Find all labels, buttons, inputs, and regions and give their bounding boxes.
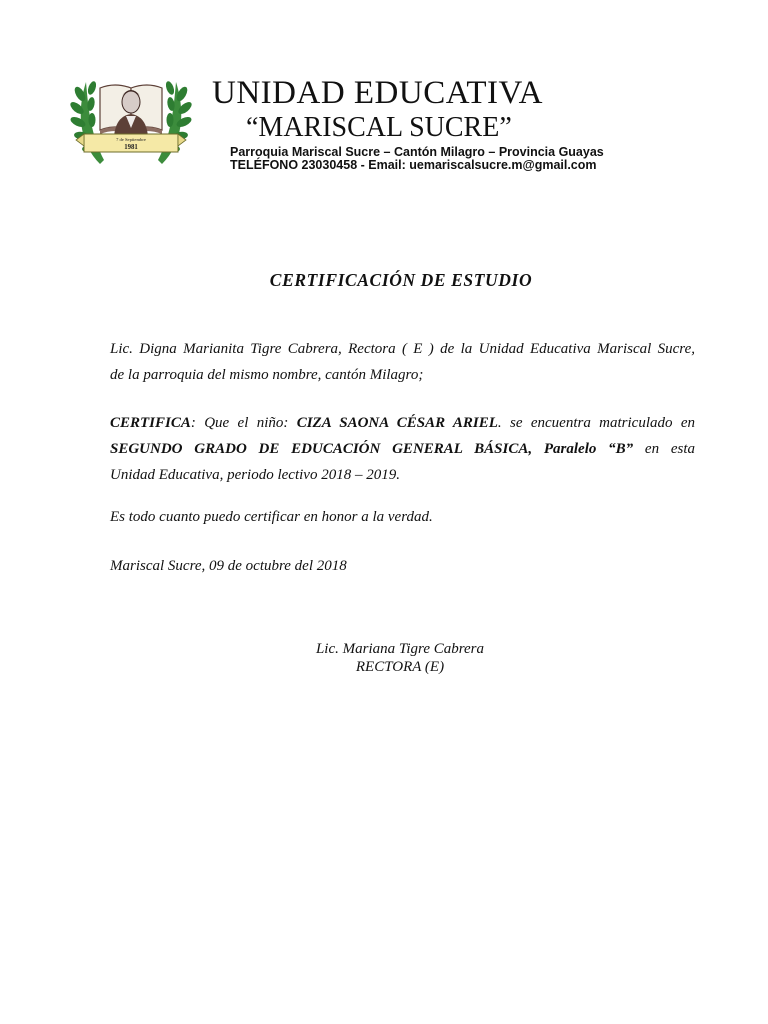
intro-line-2: de la parroquia del mismo nombre, cantón Milagro;: [110, 367, 424, 383]
institution-contact: TELÉFONO 23030458 - Email: uemariscalsucre.m@gmail.com: [230, 158, 597, 172]
certification-line-3: Unidad Educativa, periodo lectivo 2018 – 2019.: [110, 467, 400, 483]
certification-text-c: en esta: [633, 441, 695, 457]
closing-text: Es todo cuanto puedo certificar en honor a la verdad.: [110, 509, 433, 525]
signatory-name: Lic. Mariana Tigre Cabrera: [315, 641, 485, 657]
school-crest-icon: [70, 74, 192, 170]
grade-text: SEGUNDO GRADO DE EDUCACIÓN GENERAL BÁSICA, Paralelo “B”: [110, 441, 634, 457]
closing-statement: [110, 504, 695, 530]
certification-line-1: [110, 410, 695, 436]
crest-banner: [76, 134, 186, 152]
crest-year: 1981: [124, 144, 138, 151]
intro-line-1: Lic. Digna Marianita Tigre Cabrera, Rectora ( E ) de la Unidad Educativa Mariscal Sucre,: [110, 341, 695, 357]
student-name: CIZA SAONA CÉSAR ARIEL: [296, 415, 498, 431]
signatory-role: RECTORA (E): [355, 659, 445, 675]
certification-text-a: : Que el niño:: [190, 415, 297, 431]
intro-paragraph: [110, 336, 695, 388]
institution-name: “MARISCAL SUCRE”: [246, 112, 512, 143]
document-title: CERTIFICACIÓN DE ESTUDIO: [269, 270, 533, 290]
certification-line-2: [110, 436, 695, 462]
institution-type: UNIDAD EDUCATIVA: [212, 75, 543, 111]
certification-text-b: . se encuentra matriculado en: [497, 415, 695, 431]
place-date-text: Mariscal Sucre, 09 de octubre del 2018: [110, 558, 347, 574]
certification-paragraph: [110, 410, 695, 488]
crest-banner-text: 7 de Septiembre: [116, 137, 146, 142]
place-date: [110, 553, 695, 579]
certifica-label: CERTIFICA: [110, 415, 191, 431]
institution-address: Parroquia Mariscal Sucre – Cantón Milagro – Provincia Guayas: [230, 145, 604, 159]
